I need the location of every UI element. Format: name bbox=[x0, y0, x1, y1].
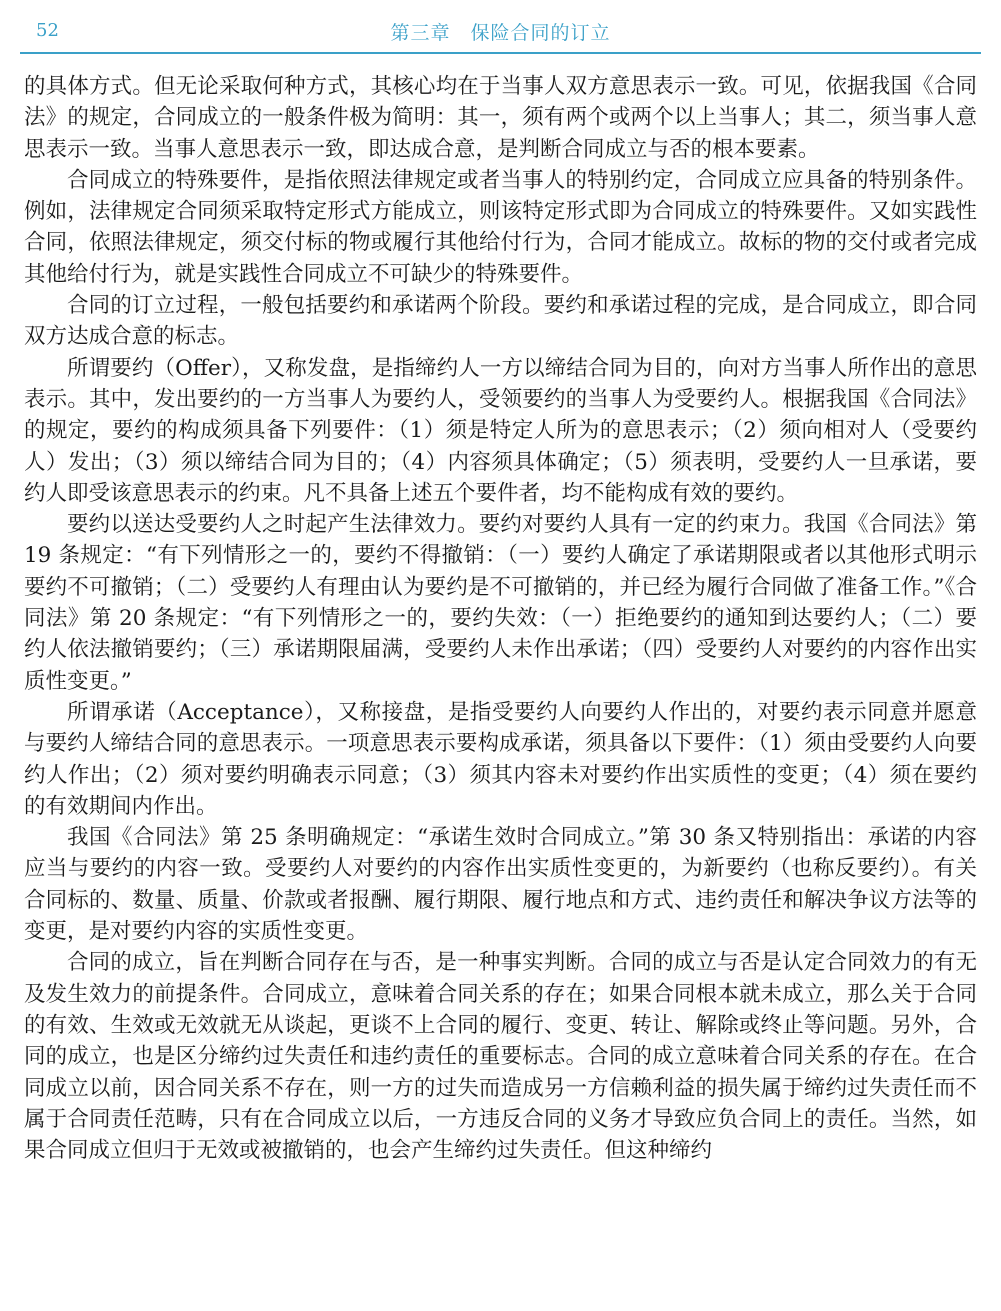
page-header bbox=[20, 14, 981, 48]
body-text bbox=[24, 71, 977, 1166]
paragraph: 要约以送达受要约人之时起产生法律效力。要约对要约人具有一定的约束力。我国《合同法》第 19 条规定：“有下列情形之一的，要约不得撤销：（一）要约人确定了承诺期限或者以其他形式明示要约不可撤销；（二）受要约人有理由认为要约是不可撤销的，并已经为履行合同做了准备工作。”《合同法》第 20 条规定：“有下列情形之一的，要约失效：（一）拒绝要约的通知到达要约人；（二）要约人依法撤销要约；（三）承诺期限届满，受要约人未作出承诺；（四）受要约人对要约的内容作出实质性变更。” bbox=[24, 512, 977, 694]
paragraph: 我国《合同法》第 25 条明确规定：“承诺生效时合同成立。”第 30 条又特别指出：承诺的内容应当与要约的内容一致。受要约人对要约的内容作出实质性变更的，为新要约（也称反要约）。有关合同标的、数量、质量、价款或者报酬、履行期限、履行地点和方式、违约责任和解决争议方法等的变更，是对要约内容的实质性变更。 bbox=[24, 825, 977, 945]
chapter-title: 第三章 保险合同的订立 bbox=[390, 22, 611, 44]
paragraph: 的具体方式。但无论采取何种方式，其核心均在于当事人双方意思表示一致。可见，依据我国《合同法》的规定，合同成立的一般条件极为简明：其一，须有两个或两个以上当事人；其二，须当事人意思表示一致。当事人意思表示一致，即达成合意，是判断合同成立与否的根本要素。 bbox=[24, 74, 977, 162]
page-number: 52 bbox=[36, 20, 59, 41]
paragraph: 合同的成立，旨在判断合同存在与否，是一种事实判断。合同的成立与否是认定合同效力的有无及发生效力的前提条件。合同成立，意味着合同关系的存在；如果合同根本就未成立，那么关于合同的有效、生效或无效就无从谈起，更谈不上合同的履行、变更、转让、解除或终止等问题。另外，合同的成立，也是区分缔约过失责任和违约责任的重要标志。合同的成立意味着合同关系的存在。在合同成立以前，因合同关系不存在，则一方的过失而造成另一方信赖利益的损失属于缔约过失责任而不属于合同责任范畴，只有在合同成立以后，一方违反合同的义务才导致应负合同上的责任。当然，如果合同成立但归于无效或被撤销的，也会产生缔约过失责任。但这种缔约 bbox=[24, 950, 977, 1164]
paragraph: 所谓要约（Offer），又称发盘，是指缔约人一方以缔结合同为目的，向对方当事人所作出的意思表示。其中，发出要约的一方当事人为要约人，受领要约的当事人为受要约人。根据我国《合同法》的规定，要约的构成须具备下列要件：（1）须是特定人所为的意思表示；（2）须向相对人（受要约人）发出；（3）须以缔结合同为目的；（4）内容须具体确定；（5）须表明，受要约人一旦承诺，要约人即受该意思表示的约束。凡不具备上述五个要件者，均不能构成有效的要约。 bbox=[24, 355, 977, 506]
paragraph: 合同成立的特殊要件，是指依照法律规定或者当事人的特别约定，合同成立应具备的特别条件。例如，法律规定合同须采取特定形式方能成立，则该特定形式即为合同成立的特殊要件。又如实践性合同，依照法律规定，须交付标的物或履行其他给付行为，合同才能成立。故标的物的交付或者完成其他给付行为，就是实践性合同成立不可缺少的特殊要件。 bbox=[24, 167, 977, 287]
paragraph: 合同的订立过程，一般包括要约和承诺两个阶段。要约和承诺过程的完成，是合同成立，即合同双方达成合意的标志。 bbox=[24, 293, 977, 350]
header-divider bbox=[20, 52, 981, 54]
paragraph: 所谓承诺（Acceptance），又称接盘，是指受要约人向要约人作出的，对要约表示同意并愿意与要约人缔结合同的意思表示。一项意思表示要构成承诺，须具备以下要件：（1）须由受要约人向要约人作出；（2）须对要约明确表示同意；（3）须其内容未对要约作出实质性的变更；（4）须在要约的有效期间内作出。 bbox=[24, 699, 977, 819]
